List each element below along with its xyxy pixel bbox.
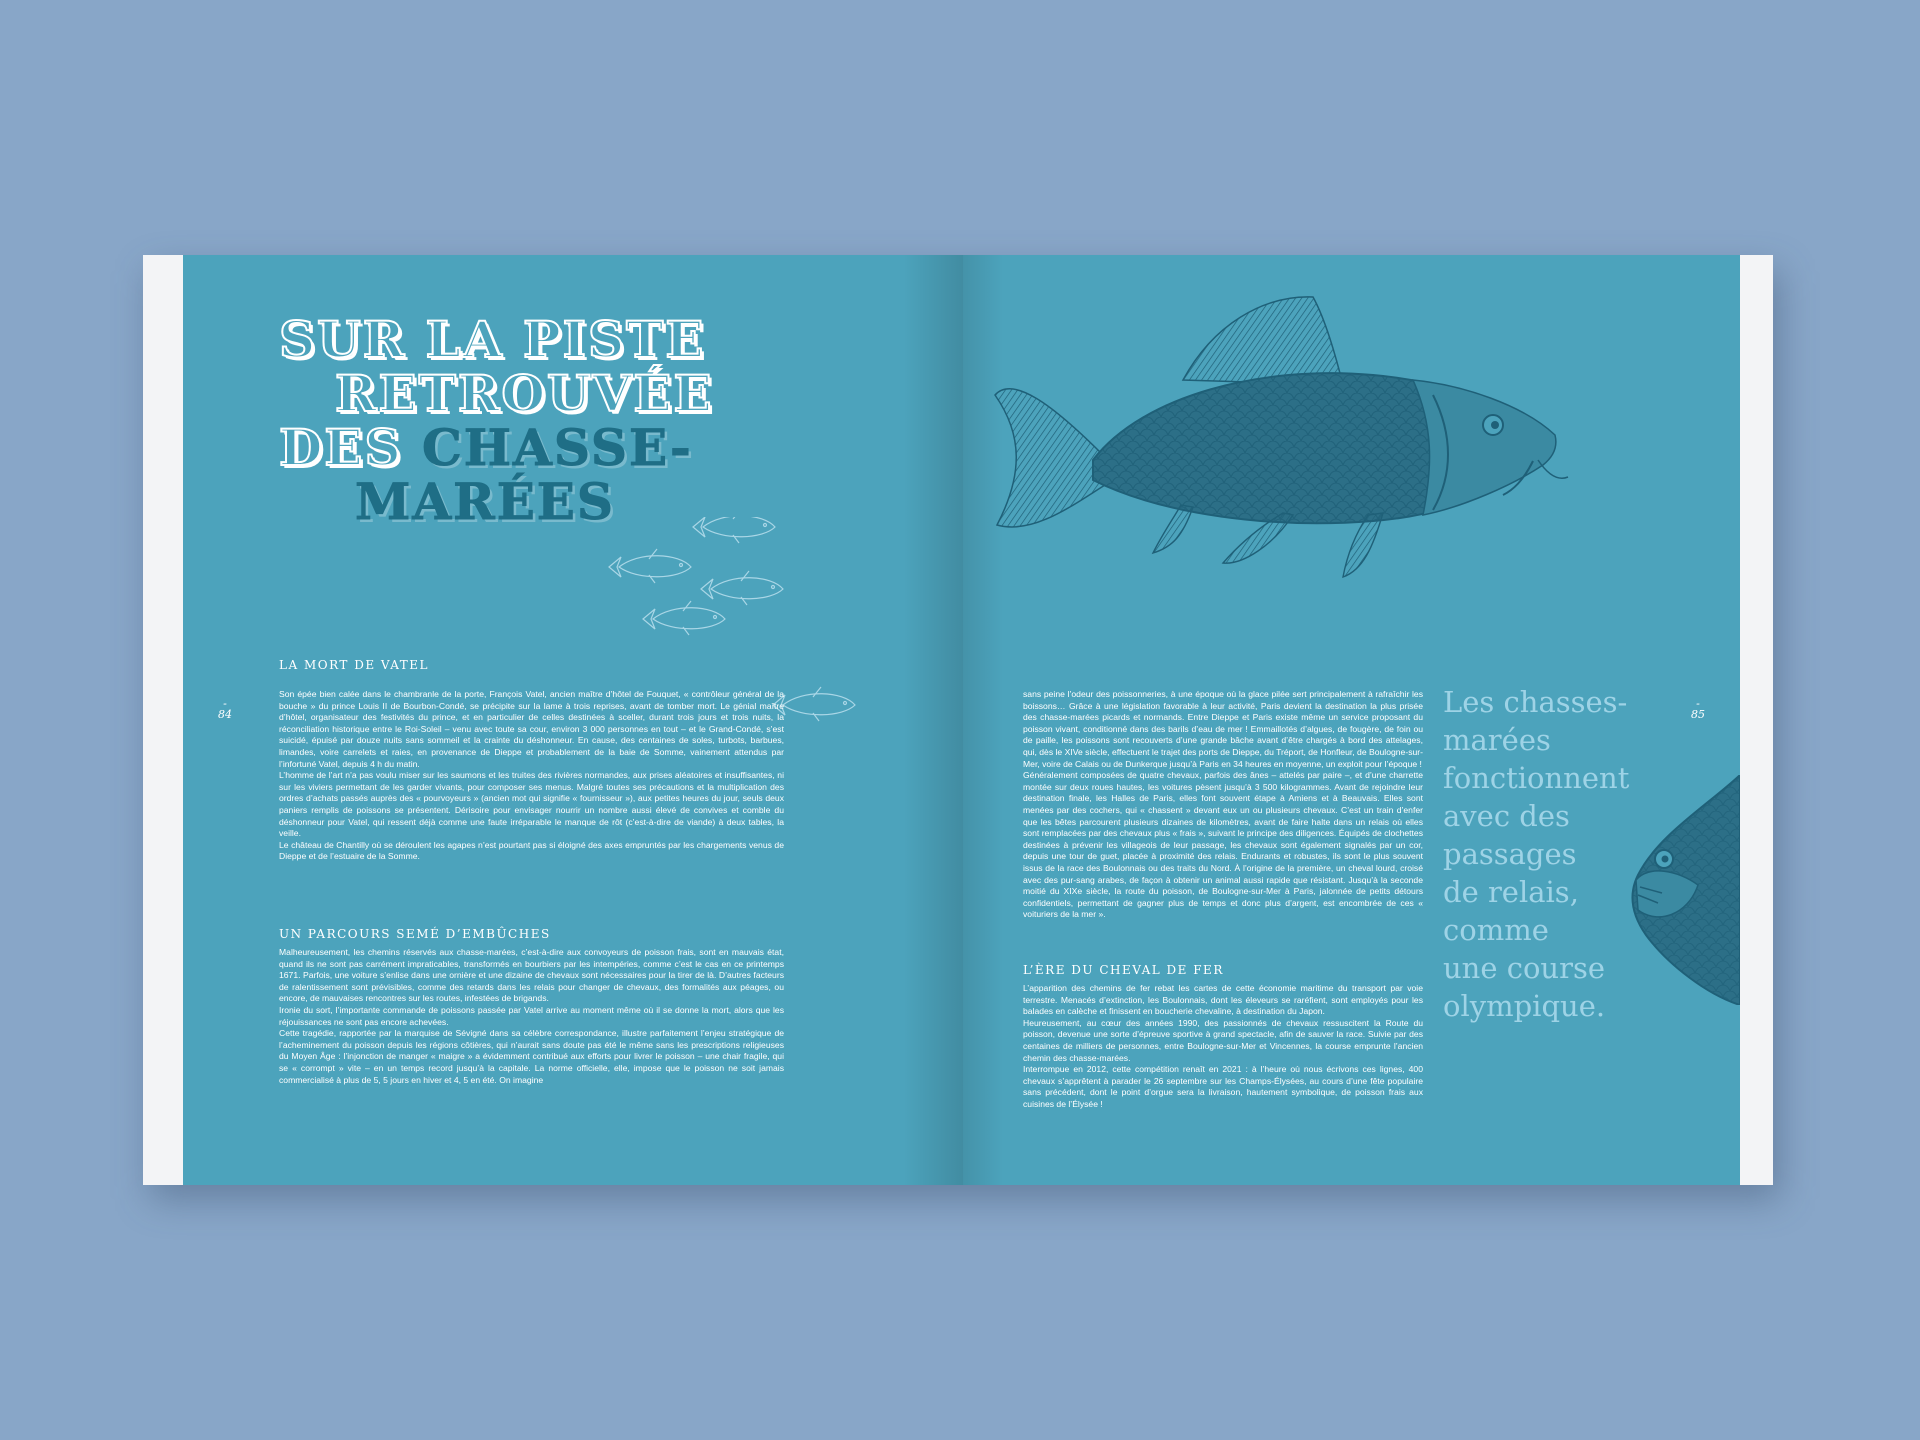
title-line-2: RETROUVÉE (335, 364, 714, 423)
article-title (279, 310, 714, 531)
folio-number: 84 (218, 708, 232, 721)
section-heading-1: LA MORT DE VATEL (279, 658, 430, 672)
title-line-4: CHASSE- (422, 418, 693, 477)
section-2-body (279, 947, 784, 1086)
pull-quote-line: de relais, (1443, 875, 1579, 909)
paragraph: Généralement composées de quatre chevaux, parfois des ânes – attelés par paire –, et d’une charrette montée sur deux roues hautes, les voitures pèsent jusqu’à 3 500 kilogrammes. Avant de rejoindre leur destination finale, les Halles de Paris, elles font souvent étape à Amiens et à Beauvais. Elles sont menées par des cochers, qui « chassent » devant eux un ou plusieurs chevaux. C’est un train d’enfer que les bêtes parcourent plusieurs dizaines de kilomètres, avant de faire halte dans un relais où elles sont remplacées par des chevaux plus « frais », suivant le principe des diligences. Équipés de clochettes destinées à prévenir les villageois de leur passage, les chevaux sont également signalés par un cor, depuis une tour de guet, placée à proximité des relais. Endurants et robustes, ils sont le plus souvent issus de la race des Boulonnais ou des traits du Nord. À l’origine de la première, un cheval lourd, croisé avec des pur-sang arabes, de façon à obtenir un animal aussi rapide que résistant. Jusqu’à la seconde moitié du XIXe siècle, la route du poisson, de Boulogne-sur-Mer à Paris, jalonnée de petits détours confidentiels, permettant de gagner plus de temps et donc plus d’argent, est encombrée de ces « voituriers de la mer ». (1023, 770, 1423, 920)
folio-dash: - (1696, 697, 1700, 710)
pull-quote-line: passages (1443, 837, 1577, 871)
section-3-body (1023, 983, 1423, 1111)
pull-quote-line: comme (1443, 913, 1549, 947)
page-number-85 (1688, 697, 1708, 721)
section-1-body (279, 689, 784, 863)
pull-quote-line: olympique. (1443, 989, 1606, 1023)
paragraph: Ironie du sort, l’importante commande de poissons passée par Vatel arrive au moment même où il se donne la mort, alors que les réjouissances ne sont pas encore achevées. (279, 1004, 784, 1027)
folio-number: 85 (1691, 708, 1705, 721)
carp-engraving-illustration (993, 285, 1573, 585)
right-column-body (1023, 689, 1423, 921)
title-line-5: MARÉES (355, 472, 616, 531)
page-number-84 (215, 697, 235, 721)
paragraph: Son épée bien calée dans le chambranle de la porte, François Vatel, ancien maître d’hôtel de Fouquet, « contrôleur général de la bouche » du prince Louis II de Bourbon-Condé, se précipite sur la lame à trois reprises, avant de tomber mort. Le génial maître d’hôtel, organisateur des festivités du prince, et en particulier de celles destinées à sceller, durant trois jours et trois nuits, la réconciliation historique entre le Roi-Soleil – venu avec toute sa cour, environ 3 000 personnes en tout – et le Grand-Condé, s’est suicidé, épuisé par douze nuits sans sommeil et la crainte du déshonneur. En cause, des centaines de soles, turbots, barbues, limandes, voire carrelets et raies, en provenance de Dieppe et probablement de la baie de Somme, vainement attendus par l’infortuné Vatel, depuis 4 h du matin. (279, 689, 784, 769)
gutter-shadow (903, 255, 963, 1185)
pull-quote-line: avec des (1443, 799, 1570, 833)
title-line-3: DES (279, 418, 403, 477)
left-page (183, 255, 963, 1185)
paragraph: L’apparition des chemins de fer rebat les cartes de cette économie maritime du transport par voie terrestre. Menacés d’extinction, les Boulonnais, dont les éleveurs se raréfient, sont employés pour les balades en calèche et finissent en boucherie chevaline, à destination du Japon. (1023, 983, 1423, 1017)
pull-quote (1443, 683, 1673, 1025)
pull-quote-line: marées (1443, 723, 1551, 757)
paragraph: Heureusement, au cœur des années 1990, des passionnés de chevaux ressuscitent la Route du poisson, devenue une sorte d’épreuve sportive à grand spectacle, afin de sauver la race. Suivie par des centaines de milliers de personnes, entre Boulogne-sur-Mer et Vincennes, la course emprunte l’ancien chemin des chasse-marées. (1023, 1017, 1423, 1063)
pull-quote-line: une course (1443, 951, 1606, 985)
pull-quote-line: Les chasses- (1443, 685, 1628, 719)
title-line-1: SUR LA PISTE (279, 310, 706, 369)
pull-quote-line: fonctionnent (1443, 761, 1630, 795)
paragraph: Interrompue en 2012, cette compétition renaît en 2021 : à l’heure où nous écrivons ces lignes, 400 chevaux s’apprêtent à parader le 26 septembre sur les Champs-Élysées, au cours d’une fête populaire sans précédent, dont le point d’orgue sera la livraison, hautement symbolique, de poisson frais aux cuisines de l’Élysée ! (1023, 1064, 1423, 1109)
right-page (963, 255, 1740, 1185)
paragraph: Cette tragédie, rapportée par la marquise de Sévigné dans sa célèbre correspondance, illustre parfaitement l’enjeu stratégique de l’acheminement du poisson depuis les régions côtières, qui n’aurait sans doute pas été le même sans les prescriptions religieuses du Moyen Âge : l’injonction de manger « maigre » a évidemment contribué aux efforts pour livrer le poisson – une chair fragile, qui se « corrompt » vite – en un temps record jusqu’à la capitale. La norme officielle, elle, impose que le poisson ne soit jamais commercialisé à plus de 5, 5 jours en hiver et 4, 5 en été. On imagine (279, 1028, 784, 1085)
paragraph: L’homme de l’art n’a pas voulu miser sur les saumons et les truites des rivières normandes, aux prises aléatoires et insuffisantes, ni sur les viviers permettant de les garder vivants, pour composer ses menus. Malgré toutes ses précautions et la multiplication des ordres d’achats passés auprès des « pourvoyeurs » (ancien mot qui signifie « fournisseur »), aux petites heures du jour, seuls deux paniers remplis de poissons se présentent. Dérisoire pour envisager nourrir un nombre aussi élevé de convives et comble du déshonneur pour Vatel, qui ressent déjà comme une faute irréparable le manque de rôt (c’est-à-dire de viande) à deux tables, la veille. (279, 770, 784, 839)
section-heading-2: UN PARCOURS SEMÉ D’EMBÛCHES (279, 927, 551, 941)
folio-dash: - (223, 697, 227, 710)
paragraph: sans peine l’odeur des poissonneries, à une époque où la glace pilée sert principalement à rafraîchir les boissons… Grâce à une législation favorable à leur activité, Paris devient la destination la plus prisée des chasse-marées picards et normands. Entre Dieppe et Paris existe même un service proposant du poisson vivant, conditionné dans des barils d’eau de mer ! Emmaillotés d’algues, de fougère, de foin ou de paille, les poissons sont recouverts d’une grande bâche avant d’être chargés à bord des attelages, qui, dès le XIVe siècle, effectuent le trajet des ports de Dieppe, du Tréport, de Honfleur, de Boulogne-sur-Mer, voire de Calais ou de Dunkerque jusqu’à Paris en 34 heures en moyenne, un exploit pour l’époque ! (1023, 689, 1423, 769)
paragraph: Le château de Chantilly où se déroulent les agapes n’est pourtant pas si éloigné des axes empruntés par les chargements venus de Dieppe et de l’estuaire de la Somme. (279, 839, 784, 862)
section-heading-3: L’ÈRE DU CHEVAL DE FER (1023, 963, 1224, 977)
paragraph: Malheureusement, les chemins réservés aux chasse-marées, c’est-à-dire aux convoyeurs de poisson frais, sont en mauvais état, quand ils ne sont pas carrément impraticables, transformés en bourbiers par les intempéries, comme c’est le cas en ce printemps 1671. Parfois, une voiture s’enlise dans une ornière et une dizaine de chevaux sont nécessaires pour la tirer de là. D’autres facteurs de ralentissement sont prévisibles, comme des retards dans les relais pour changer de chevaux, des formalités aux péages, ou encore, de mauvaises rencontres sur les routes, infestées de brigands. (279, 947, 784, 1004)
